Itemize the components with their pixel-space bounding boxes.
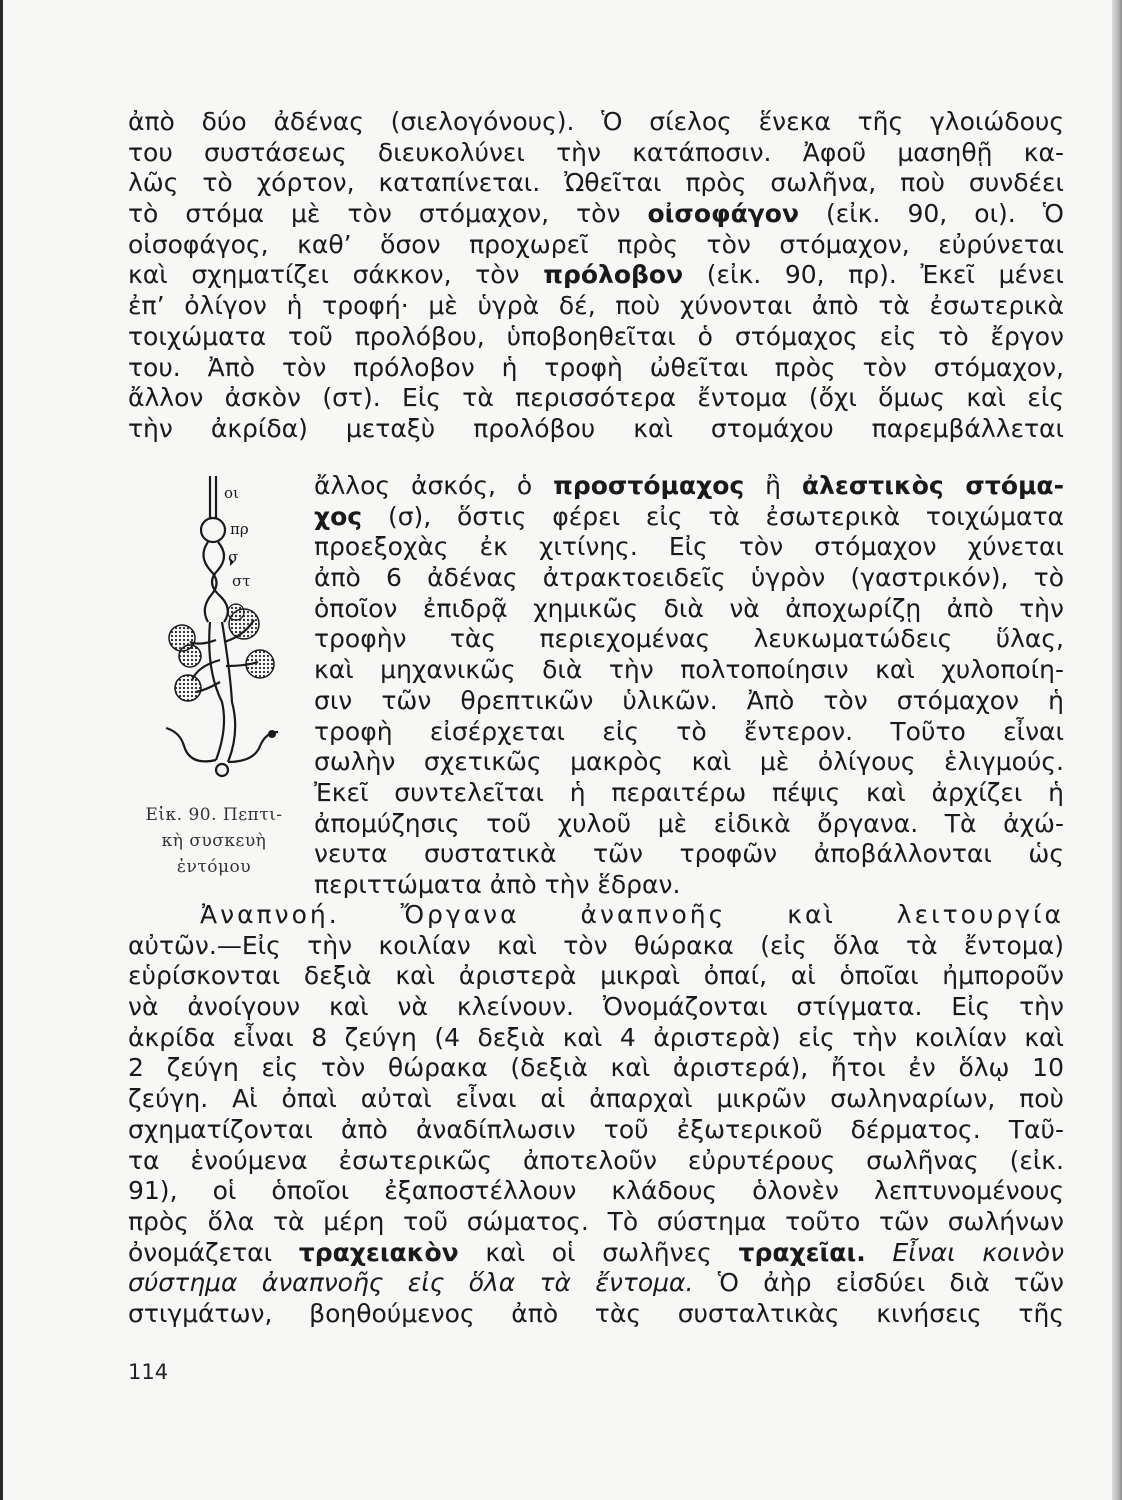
term-alestikos: ἀλεστικὸς στόμα- bbox=[801, 471, 1064, 500]
term-prostomachos: προστόμαχος bbox=[553, 471, 745, 500]
text-line: τα ἑνούμενα ἐσωτερικῶς ἀποτελοῦν εὐρυτέρους σωλῆνας (εἰκ. bbox=[128, 1145, 1064, 1175]
label-oisofagos: οι bbox=[224, 484, 239, 502]
text-line: τὸ στόμα μὲ τὸν στόμαχον, τὸν οἰσοφάγον (εἰκ. 90, οι). Ὁ bbox=[128, 199, 1064, 229]
text-line: καὶ μηχανικῶς διὰ τὴν πολτοποίησιν καὶ χυλοποίη- bbox=[314, 655, 1064, 685]
text-line: ἄλλον ἀσκὸν (στ). Εἰς τὰ περισσότερα ἔντομα (ὄχι ὅμως καὶ εἰς bbox=[128, 383, 1064, 413]
text-line: στιγμάτων, βοηθούμενος ἀπὸ τὰς συσταλτικὰς κινήσεις τῆς bbox=[128, 1298, 1064, 1328]
term-prolovos: πρόλοβον bbox=[543, 260, 684, 290]
text-line: ὀνομάζεται τραχειακὸν καὶ οἱ σωλῆνες τραχεῖαι. Εἶναι κοινὸν bbox=[128, 1237, 1064, 1267]
text-line: σωλὴν σχετικῶς μακρὸς καὶ μὲ ὀλίγους ἑλιγμούς. bbox=[314, 747, 1064, 777]
text-line: λῶς τὸ χόρτον, καταπίνεται. Ὠθεῖται πρὸς σωλῆνα, ποὺ συνδέει bbox=[128, 168, 1064, 198]
figure-caption: Εἰκ. 90. Πεπτι- κὴ συσκευὴ ἐντόμου bbox=[145, 805, 283, 877]
text-line: τροφὴ εἰσέρχεται εἰς τὸ ἔντερον. Τοῦτο εἶναι bbox=[314, 716, 1064, 746]
text-line: σιν τῶν θρεπτικῶν ὑλικῶν. Ἀπὸ τὸν στόμαχον ἡ bbox=[314, 685, 1064, 715]
text-line: πρὸς ὅλα τὰ μέρη τοῦ σώματος. Τὸ σύστημα τοῦτο τῶν σωλήνων bbox=[128, 1206, 1064, 1236]
page-edge-left bbox=[0, 0, 3, 1500]
text-line: περιττώματα ἀπὸ τὴν ἕδραν. bbox=[314, 869, 681, 899]
text-line: Ἐκεῖ συντελεῖται ἡ περαιτέρω πέψις καὶ ἀρχίζει ἡ bbox=[314, 777, 1064, 807]
text-line: ἀπομύζησις τοῦ χυλοῦ μὲ εἰδικὰ ὄργανα. Τὰ ἀχώ- bbox=[314, 808, 1064, 838]
text-line: ἀκρίδα εἶναι 8 ζεύγη (4 δεξιὰ καὶ 4 ἀριστερὰ) εἰς τὴν κοιλίαν καὶ bbox=[128, 1022, 1064, 1052]
text-line: του συστάσεως διευκολύνει τὴν κατάποσιν. Ἀφοῦ μασηθῇ κα- bbox=[128, 137, 1064, 167]
term-oisofagos: οἰσοφάγον bbox=[647, 199, 799, 229]
label-prolovos: πρ bbox=[230, 520, 249, 538]
text-line: αὐτῶν.—Εἰς τὴν κοιλίαν καὶ τὸν θώρακα (εἰς ὅλα τὰ ἔντομα) bbox=[128, 930, 1064, 960]
digestive-system-figure bbox=[150, 470, 300, 800]
text-line: ἀπὸ 6 ἀδένας ἀτρακτοειδεῖς ὑγρὸν (γαστρικόν), τὸ bbox=[314, 563, 1064, 593]
digestive-system-illustration bbox=[150, 470, 300, 800]
paragraph-beside-figure bbox=[314, 471, 1064, 901]
text-line: ἐπ’ ὀλίγον ἡ τροφή· μὲ ὑγρὰ δέ, ποὺ χύνονται ἀπὸ τὰ ἐσωτερικὰ bbox=[128, 291, 1064, 321]
text-line: 91), οἱ ὁποῖοι ἐξαποστέλλουν κλάδους ὁλονὲν λεπτυνομένους bbox=[128, 1176, 1064, 1206]
text-line: του. Ἀπὸ τὸν πρόλοβον ἡ τροφὴ ὠθεῖται πρὸς τὸν στόμαχον, bbox=[128, 352, 1064, 382]
text-line: νὰ ἀνοίγουν καὶ νὰ κλείνουν. Ὀνομάζονται στίγματα. Εἰς τὴν bbox=[128, 992, 1064, 1022]
label-prostomachos: σ bbox=[228, 548, 239, 566]
paragraph-top bbox=[128, 107, 1064, 445]
term-tracheiai: τραχεῖαι. bbox=[738, 1237, 866, 1267]
text-line: σχηματίζονται ἀπὸ ἀναδίπλωσιν τοῦ ἐξωτερικοῦ δέρματος. Ταῦ- bbox=[128, 1114, 1064, 1144]
text-line: τροφὴν τὰς περιεχομένας λευκωματώδεις ὕλας, bbox=[314, 624, 1064, 654]
text-line: ἀπὸ δύο ἀδένας (σιελογόνους). Ὁ σίελος ἕνεκα τῆς γλοιώδους bbox=[128, 107, 1064, 136]
term-tracheiakon: τραχειακὸν bbox=[298, 1237, 459, 1267]
page-edge-right bbox=[1112, 0, 1122, 1500]
text-line: οἰσοφάγος, καθ’ ὅσον προχωρεῖ πρὸς τὸν στόμαχον, εὐρύνεται bbox=[128, 229, 1064, 259]
section-heading-line: Ἀναπνοή. Ὄργανα ἀναπνοῆς καὶ λειτουργία bbox=[200, 900, 1064, 929]
text-line: 2 ζεύγη εἰς τὸν θώρακα (δεξιὰ καὶ ἀριστερά), ἤτοι ἐν ὅλῳ 10 bbox=[128, 1053, 1064, 1083]
text-line: προεξοχὰς ἐκ χιτίνης. Εἰς τὸν στόμαχον χύνεται bbox=[314, 532, 1064, 562]
label-stomachos: στ bbox=[232, 572, 251, 590]
text-line: νευτα συστατικὰ τῶν τροφῶν ἀποβάλλονται ὡς bbox=[314, 839, 1064, 869]
text-line: ζεύγη. Αἱ ὀπαὶ αὐταὶ εἶναι αἱ ἀπαρχαὶ μικρῶν σωληναρίων, ποὺ bbox=[128, 1084, 1064, 1114]
text-line: χος (σ), ὅστις φέρει εἰς τὰ ἐσωτερικὰ τοιχώματα bbox=[314, 501, 1064, 531]
text-line: καὶ σχηματίζει σάκκον, τὸν πρόλοβον (εἰκ. 90, πρ). Ἐκεῖ μένει bbox=[128, 260, 1065, 290]
text-line: εὑρίσκονται δεξιὰ καὶ ἀριστερὰ μικραὶ ὀπαί, αἱ ὁποῖαι ἠμποροῦν bbox=[128, 961, 1064, 991]
text-line: σύστημα ἀναπνοῆς εἰς ὅλα τὰ ἔντομα. Ὁ ἀὴρ εἰσδύει διὰ τῶν bbox=[128, 1268, 1065, 1298]
text-line: τοιχώματα τοῦ προλόβου, ὑποβοηθεῖται ὁ στόμαχος εἰς τὸ ἔργον bbox=[128, 321, 1064, 351]
paragraph-respiration bbox=[128, 900, 1064, 1330]
text-line: τὴν ἀκρίδα) μεταξὺ προλόβου καὶ στομάχου παρεμβάλλεται bbox=[128, 413, 1064, 443]
page-number: 114 bbox=[128, 1360, 169, 1384]
text-line: ἄλλος ἀσκός, ὁ προστόμαχος ἢ ἀλεστικὸς στόμα- bbox=[314, 471, 1064, 500]
text-line: ὁποῖον ἐπιδρᾷ χημικῶς διὰ νὰ ἀποχωρίζῃ ἀπὸ τὴν bbox=[314, 593, 1064, 623]
